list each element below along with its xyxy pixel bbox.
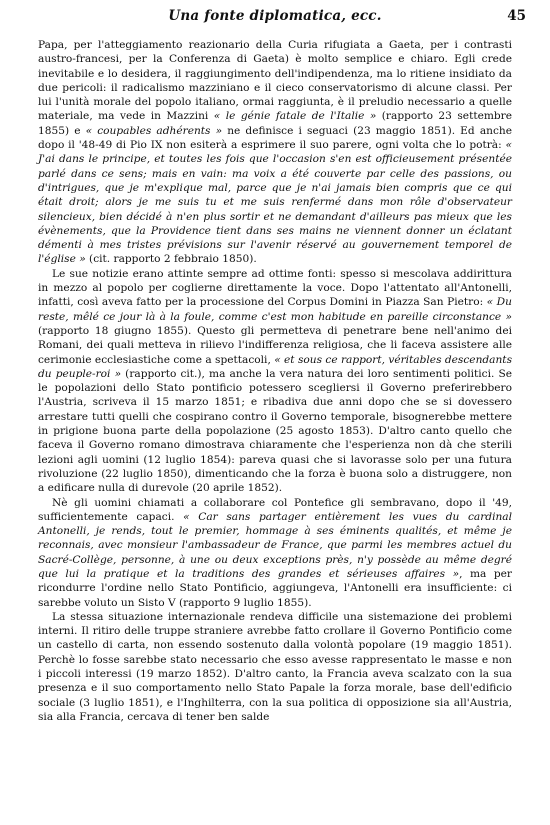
running-title: Una fonte diplomatica, ecc. — [168, 8, 382, 24]
text-run: Papa, per l'atteggiamento reazionario della Curia rifugiata a Gaeta, per i contrasti austro-francesi, per la Conferenza di Gaeta) è molto semplice e chiaro. Egli crede inevitabile e lo desidera, il raggiungimento dell'indipendenza, ma lo ritiene insidiato da due pericoli: il radicalismo mazziniano e il cieco conservatorismo di alcune classi. Per lui l'unità morale del popolo italiano, ormai raggiunta, è il preludio necessario a quelle materiale, ma vede in Mazzini — [38, 39, 512, 123]
text-run: ne definisce i seguaci (23 maggio 1851). Ed anche dopo il '48-49 di Pio IX non esiterà a esprimere il suo parere, ogni volta che lo potrà: — [38, 124, 512, 152]
italic-quote: « et sous ce rapport, véritables descendants du peuple-roi » — [38, 353, 513, 380]
text-run: La stessa situazione internazionale rendeva difficile una sistemazione dei problemi interni. Il ritiro delle truppe straniere avrebbe fatto crollare il Governo Pontificio come un castello di carta, non essendo sostenuto dalla volontà popolare (19 maggio 1851). Perchè lo fosse sarebbe stato necessario che esso avesse rappresentato le masse e non i piccoli interessi (19 marzo 1852). D'altro canto, la Francia aveva scalzato con la sua presenza e il suo comportamento nello Stato Papale la forza morale, base dell'edificio sociale (3 luglio 1851), e l'Inghilterra, con la sua politica di opposizione sia all'Austria, sia alla Francia, cercava di tener ben salde — [38, 610, 512, 723]
paragraph — [38, 610, 512, 724]
italic-quote: « coupables adhérents » — [85, 124, 223, 137]
italic-quote: « Car sans partager entièrement les vues du cardinal Antonelli, je rends, tout le premier, hommage à ses éminents qualités, et même je reconnais, avec monsieur l'ambassadeur de France, que parmi les membres actuel du Sacré-Collège, personne, à une ou deux exceptions près, n'y possède au même degré que lui la pratique et la traditions des grandes et sérieuses affaires » — [38, 510, 512, 580]
paragraph — [38, 496, 512, 610]
body-text — [38, 38, 512, 724]
text-run: (rapporto 18 giugno 1855). Questo gli permetteva di penetrare bene nell'animo dei Romani, dei quali metteva in rilievo l'indifferenza religiosa, che li faceva assistere alle cerimonie ecclesiastiche come a spettacoli, — [38, 324, 512, 366]
page-header — [0, 8, 550, 30]
italic-quote: « Du reste, mêlé ce jour là à la foule, comme c'est mon habitude en pareille circonstance » — [38, 296, 512, 323]
text-run: , ma per ricondurre l'ordine nello Stato Pontificio, aggiungeva, l'Antonelli era insufficiente: ci sarebbe voluto un Sisto V (rapporto 9 luglio 1855). — [38, 567, 512, 609]
italic-quote: « le génie fatale de l'Italie » — [213, 110, 377, 123]
text-run: (rapporto cit.), ma anche la vera natura dei loro sentimenti politici. Se le popolazioni dello Stato pontificio potessero scegliersi il Governo preferirebbero l'Austria, scriveva il 15 marzo 1851; e ribadiva due anni dopo che se si dovessero arrestare tutti quelli che cospirano contro il Governo temporale, bisognerebbe mettere in prigione buona parte della popolazione (25 agosto 1853). D'altro canto quello che faceva il Governo romano dimostrava chiaramente che l'esperienza non dà che sterili lezioni agli uomini (12 luglio 1854): pareva quasi che si lavorasse solo per una futura rivoluzione (22 luglio 1850), dimenticando che la forza è buona solo a distruggere, non a edificare nulla di durevole (20 aprile 1852). — [38, 367, 513, 495]
page-number: 45 — [507, 8, 526, 24]
text-run: (rapporto 23 settembre 1855) e — [38, 110, 513, 137]
paragraph — [38, 267, 512, 496]
text-run: Le sue notizie erano attinte sempre ad ottime fonti: spesso si mescolava addirittura in mezzo al popolo per coglierne direttamente la voce. Dopo l'attentato all'Antonelli, infatti, così aveva fatto per la processione del Corpus Domini in Piazza San Pietro: — [38, 267, 512, 309]
text-run: (cit. rapporto 2 febbraio 1850). — [85, 253, 257, 266]
italic-quote: « J'ai dans le principe, et toutes les fois que l'occasion s'en est officieusement présentée parlé dans ce sens; mais en vain: ma voix a été couverte par celle des passions, ou d'intrigues, que je m'explique mal, parce que je n'ai jamais bien compris que ce qui était droit; alors je me suis tu et me suis renfermé dans mon rôle d'observateur silencieux, bien décidé à n'en plus sortir et ne demandant d'ailleurs pas mieux que les évènements, que la Providence tient dans ses mains ne viennent donner un éclatant démenti à mes tristes prévisions sur l'avenir réservé au gouvernement temporel de l'église » — [38, 139, 512, 266]
paragraph — [38, 38, 512, 267]
text-run: Nè gli uomini chiamati a collaborare col Pontefice gli sembravano, dopo il '49, sufficientemente capaci. — [38, 496, 512, 523]
